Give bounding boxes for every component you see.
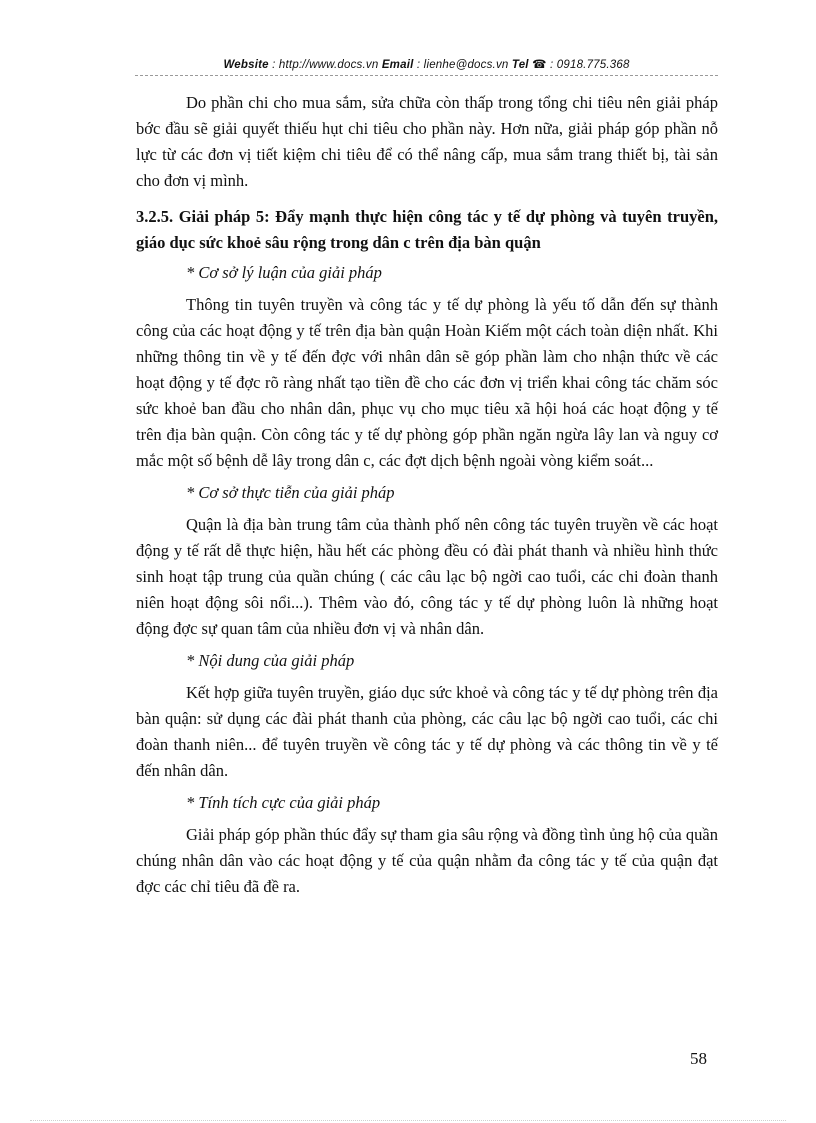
subheading-theory: * Cơ sở lý luận của giải pháp — [186, 263, 382, 282]
subheading-benefit: * Tính tích cực của giải pháp — [186, 793, 381, 812]
bottom-divider — [30, 1120, 786, 1121]
header-divider — [135, 75, 718, 76]
paragraph-theory: Thông tin tuyên truyền và công tác y tế dự phòng là yếu tố dẫn đến sự thành công của các hoạt động y tế trên địa bàn quận Hoàn Kiếm một cách toàn diện nhất. Khi những thông tin về y tế đến đợc với nhân dân sẽ góp phần làm cho nhận thức về các hoạt động y tế đợc rõ ràng nhất tạo tiền đề cho các đơn vị triển khai công tác chăm sóc sức khoẻ ban đầu cho nhân dân, phục vụ cho mục tiêu xã hội hoá các hoạt động y tế trên địa bàn quận. Còn công tác y tế dự phòng góp phần ngăn ngừa lây lan và nguy cơ mắc một số bệnh dễ lây trong dân c, các đợt dịch bệnh ngoài vòng kiểm soát... — [136, 295, 718, 470]
website-label: Website — [223, 59, 269, 71]
tel-label: Tel ☎ — [511, 59, 547, 71]
page-header — [135, 57, 718, 71]
website-link[interactable]: : http://www.docs.vn — [268, 59, 382, 71]
email-label: Email — [381, 59, 414, 71]
page-number: 58 — [690, 1049, 707, 1068]
section-heading: 3.2.5. Giải pháp 5: Đẩy mạnh thực hiện công tác y tế dự phòng và tuyên truyền, giáo dục sức khoẻ sâu rộng trong dân c trên địa bàn quận — [136, 207, 718, 252]
paragraph-practice: Quận là địa bàn trung tâm của thành phố nên công tác tuyên truyền về các hoạt động y tế rất dễ thực hiện, hầu hết các phòng đều có đài phát thanh và nhiều hình thức sinh hoạt tập trung của quần chúng ( các câu lạc bộ ngời cao tuổi, các chi đoàn thanh niên hoạt động sôi nổi...). Thêm vào đó, công tác y tế dự phòng luôn là những hoạt động đợc sự quan tâm của nhiều đơn vị và nhân dân. — [136, 515, 718, 638]
phone-number: : 0918.775.368 — [546, 59, 630, 71]
paragraph-benefit: Giải pháp góp phần thúc đẩy sự tham gia sâu rộng và đồng tình ủng hộ của quần chúng nhân dân vào các hoạt động y tế của quận nhằm đa công tác y tế của quận đạt đợc các chỉ tiêu đã đề ra. — [136, 825, 718, 896]
document-body — [136, 90, 718, 906]
paragraph-intro: Do phần chi cho mua sắm, sửa chữa còn thấp trong tổng chi tiêu nên giải pháp bớc đầu sẽ giải quyết thiếu hụt chi tiêu cho phần này. Hơn nữa, giải pháp góp phần nỗ lực từ các đơn vị tiết kiệm chi tiêu để có thể nâng cấp, mua sắm trang thiết bị, tài sản cho đơn vị mình. — [136, 93, 718, 190]
subheading-content: * Nội dung của giải pháp — [186, 651, 355, 670]
subheading-practice: * Cơ sở thực tiễn của giải pháp — [186, 483, 395, 502]
email-link[interactable]: : lienhe@docs.vn — [413, 59, 512, 71]
paragraph-content: Kết hợp giữa tuyên truyền, giáo dục sức khoẻ và công tác y tế dự phòng trên địa bàn quận: sử dụng các đài phát thanh của phòng, các câu lạc bộ ngời cao tuổi, các chi đoàn thanh niên... để tuyên truyền về công tác y tế dự phòng và các thông tin về y tế đến nhân dân. — [136, 683, 718, 780]
